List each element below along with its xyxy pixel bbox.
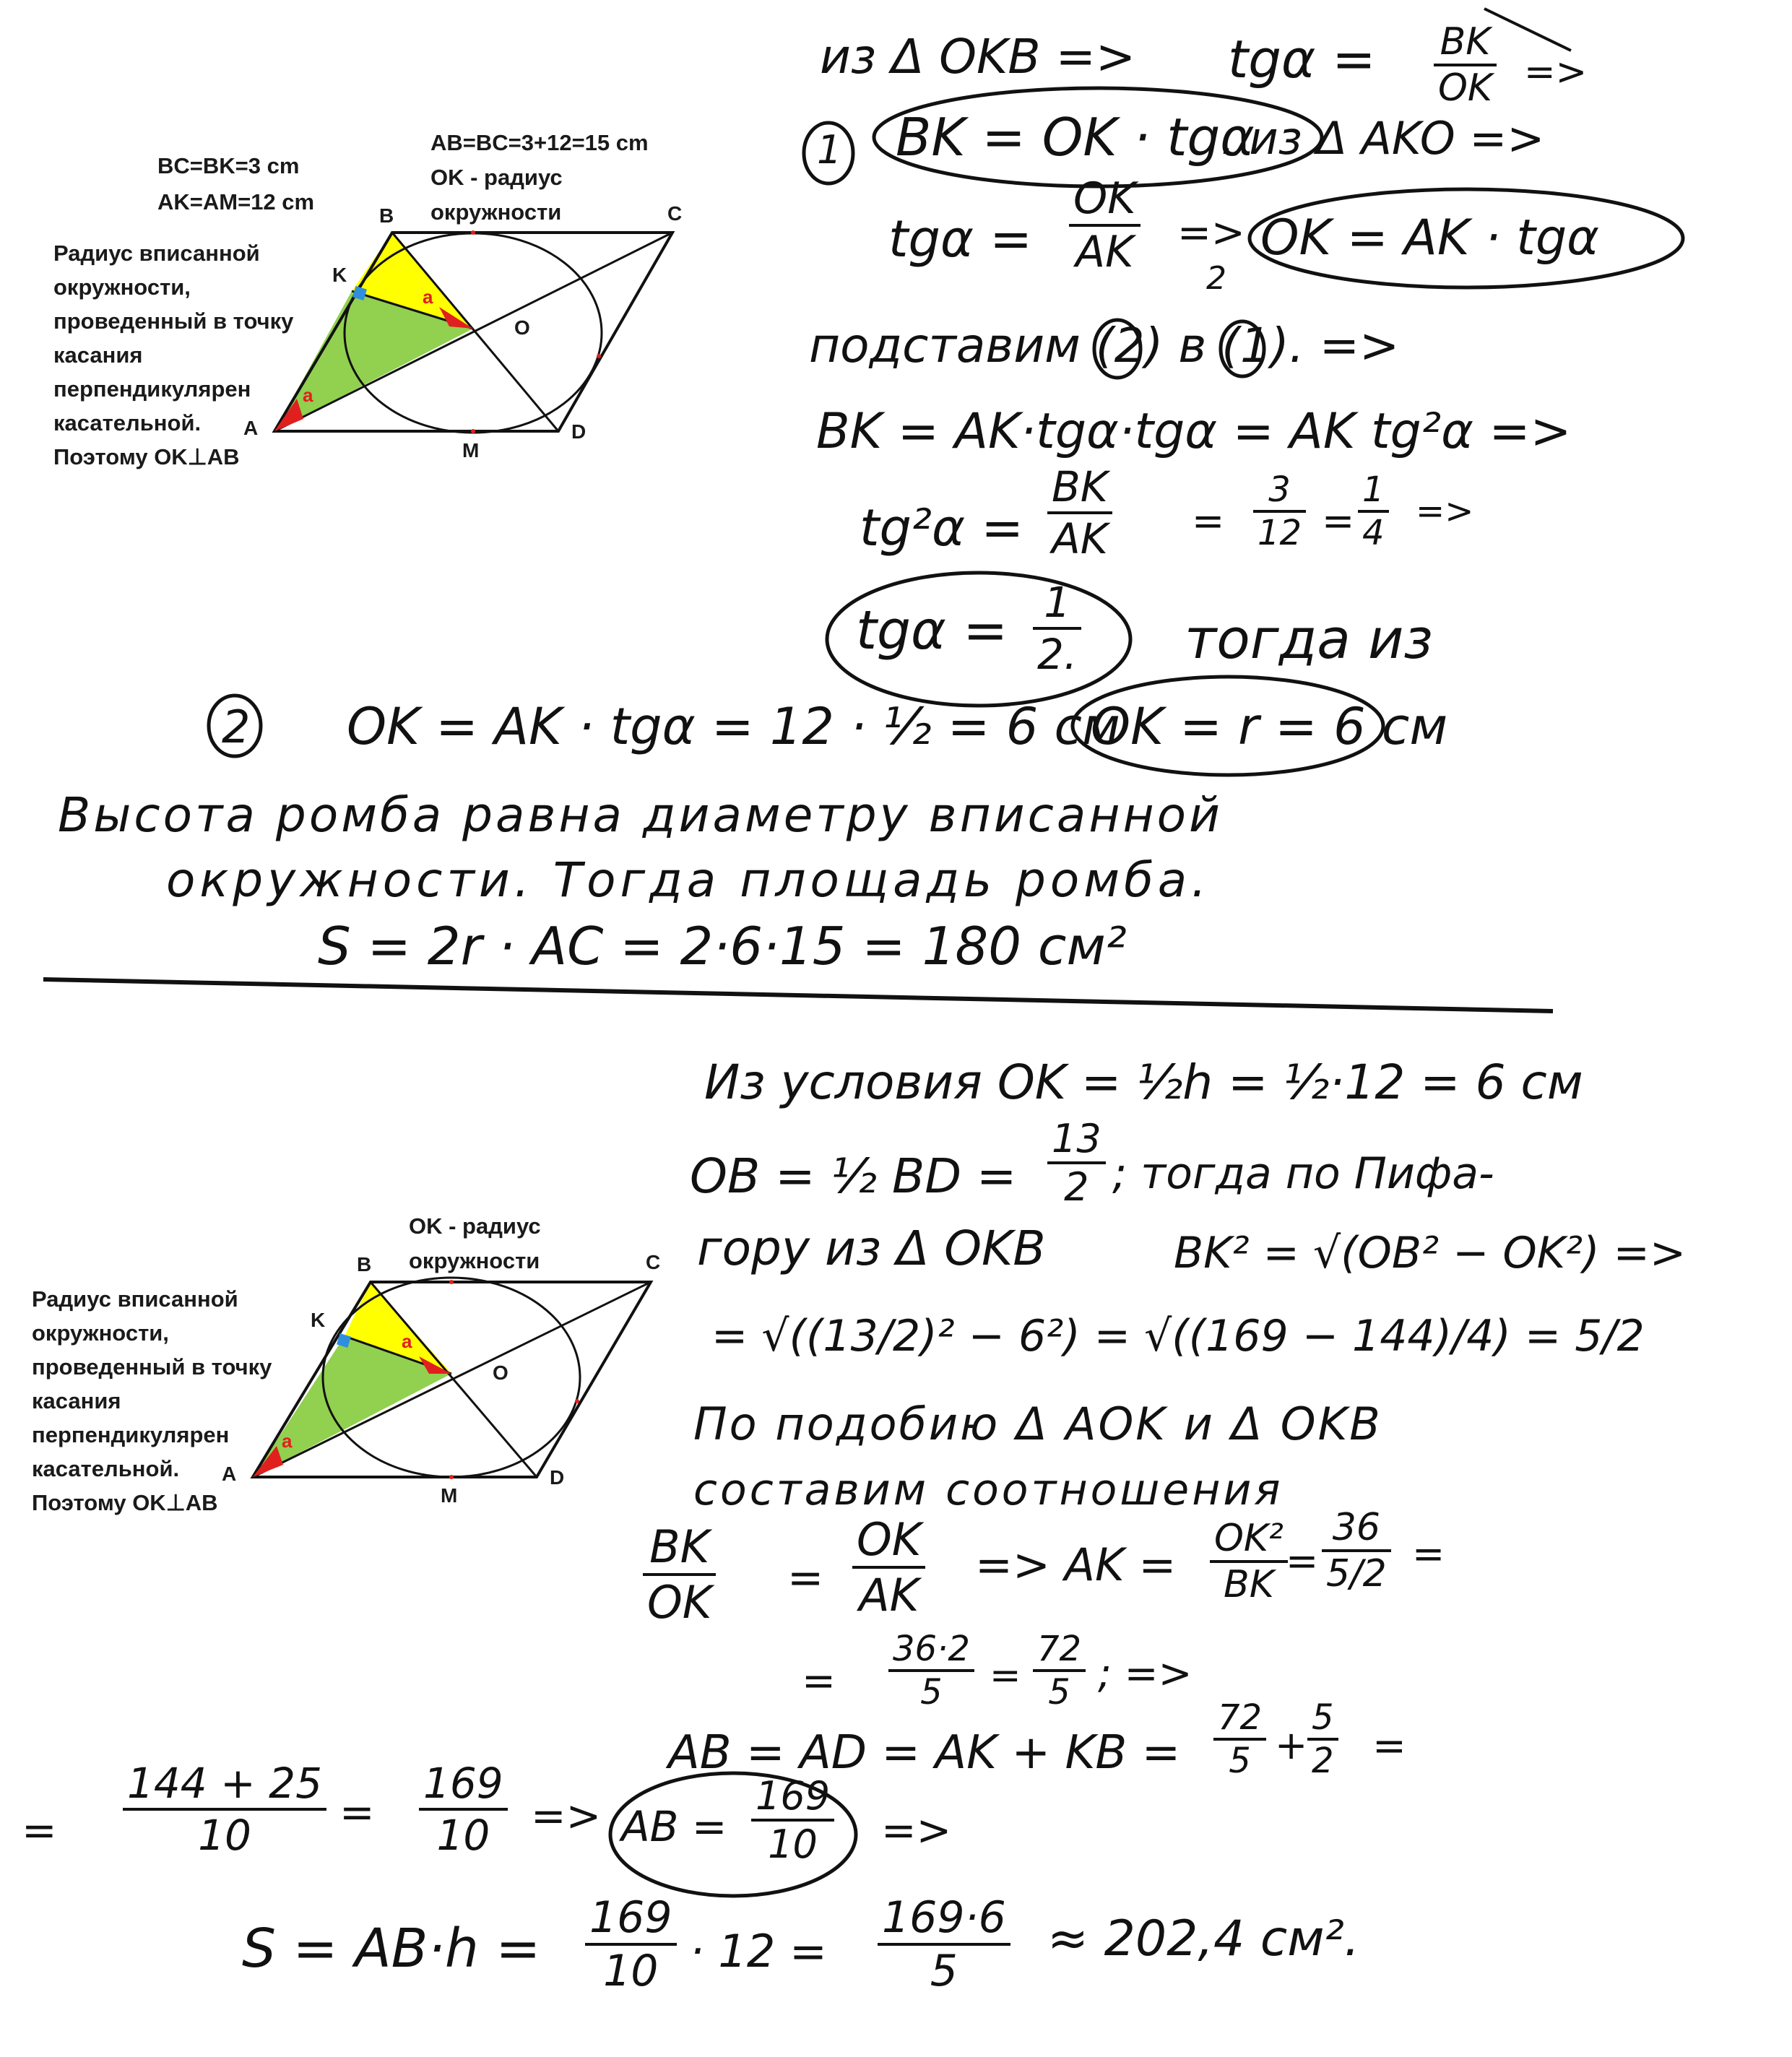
frac-num: BK xyxy=(1434,20,1497,66)
sol2-line10-frac2 xyxy=(419,1759,508,1860)
sol2-line3: гору из Δ OKB xyxy=(697,1221,1046,1276)
angle-label-a: a xyxy=(303,384,313,406)
ok-note-2: окружности xyxy=(409,1248,540,1273)
frac-num: 36·2 xyxy=(888,1629,974,1672)
sol2-line11-post: ≈ 202,4 см². xyxy=(1047,1910,1360,1967)
point-b-label: B xyxy=(379,204,394,227)
angle-label-a: a xyxy=(282,1430,293,1452)
sol1-line6-eq1: = xyxy=(1192,498,1225,544)
sol2-line10-arrow: => xyxy=(531,1791,602,1840)
sol2-line10-pre: = xyxy=(22,1806,57,1855)
radius-note-line: перпендикулярен xyxy=(53,376,251,402)
radius-note-line: окружности, xyxy=(53,274,191,300)
radius-note-line: проведенный в точку xyxy=(32,1354,272,1380)
sol2-line5: По подобию Δ AOK и Δ OKB xyxy=(693,1398,1382,1450)
frac-num: 72 xyxy=(1033,1629,1086,1672)
sol1-line9: Высота ромба равна диаметру вписанной xyxy=(58,787,1223,843)
frac-den: 5/2 xyxy=(1326,1552,1387,1595)
radius-note-line: касания xyxy=(53,342,143,368)
point-o-label: O xyxy=(514,316,530,339)
sol2-line8-post: ; => xyxy=(1098,1650,1192,1697)
sol2-line11-mid: · 12 = xyxy=(690,1925,827,1978)
radius-note-line: касательной. xyxy=(32,1456,180,1481)
sol2-line7-eq2: = xyxy=(1286,1538,1319,1584)
sol2-line10-box: AB = xyxy=(621,1802,727,1851)
frac-den: BK xyxy=(1224,1563,1274,1606)
point-c-label: C xyxy=(667,202,683,225)
radius-note-line: касания xyxy=(32,1388,121,1413)
sol2-line7-arrow: => AK = xyxy=(975,1538,1177,1591)
sol1-line6-eq2: = xyxy=(1322,498,1355,544)
frac-den: OK xyxy=(1438,66,1493,110)
frac-den: 10 xyxy=(436,1811,490,1860)
sol2-line9: AB = AD = AK + KB = xyxy=(668,1726,1181,1780)
frac-den: 4 xyxy=(1362,513,1385,553)
sol1-line1-tg: tgα = xyxy=(1228,29,1376,90)
given-bc-bk: BC=BK=3 cm xyxy=(157,153,300,178)
radius-note-line: Поэтому OK⊥AB xyxy=(53,444,240,469)
frac-num: BK xyxy=(643,1520,716,1576)
frac-num: 3 xyxy=(1253,469,1306,513)
frac-den: 10 xyxy=(198,1811,251,1860)
frac-den: 5 xyxy=(920,1672,943,1712)
sol1-line3-box: OK = AK · tgα xyxy=(1260,209,1599,267)
sol2-line10-eq: = xyxy=(339,1788,375,1837)
sol2-line3-right: BK² = √(OB² − OK²) => xyxy=(1174,1228,1687,1278)
sol1-line2-box: BK = OK · tgα xyxy=(896,107,1255,168)
sol2-line7-eq: = xyxy=(787,1553,824,1603)
frac-den: 5 xyxy=(1229,1741,1251,1781)
sol2-line2-post: ; тогда по Пифа- xyxy=(1112,1148,1494,1199)
point-o-label: O xyxy=(493,1361,508,1384)
radius-note-line: перпендикулярен xyxy=(32,1422,230,1447)
ok-note-1: OK - радиус xyxy=(430,165,563,190)
point-d-label: D xyxy=(571,420,586,443)
frac-den: 2 xyxy=(1064,1164,1089,1210)
given-ak-am: AK=AM=12 cm xyxy=(157,189,315,215)
frac-num: OK xyxy=(852,1513,925,1569)
point-a-label: A xyxy=(222,1463,237,1485)
point-a-label: A xyxy=(243,417,259,439)
frac-num: 169 xyxy=(419,1759,508,1811)
frac-num: 36 xyxy=(1322,1506,1391,1552)
sol1-line7-pre: tgα = xyxy=(856,599,1008,662)
sol2-line2-mid: ½ BD = xyxy=(831,1148,1017,1204)
frac-num: BK xyxy=(1047,462,1112,514)
sol1-line1-post: => xyxy=(1524,51,1588,94)
frac-num: 72 xyxy=(1213,1697,1266,1741)
frac-num: OK xyxy=(1069,173,1140,227)
sol2-line8-pre: = xyxy=(802,1658,836,1705)
sol1-line5: BK = AK·tgα·tgα = AK tg²α => xyxy=(816,403,1572,460)
sol2-line4: = √((13/2)² − 6²) = √((169 − 144)/4) = 5/2 xyxy=(711,1311,1645,1361)
frac-num: 1 xyxy=(1033,578,1081,630)
sol1-line3-idx: 2 xyxy=(1206,260,1226,297)
radius-note-line: Радиус вписанной xyxy=(32,1286,238,1312)
frac-num: 169 xyxy=(585,1892,677,1946)
sol1-line6-post: => xyxy=(1416,491,1474,532)
frac-den: AK xyxy=(1052,514,1108,563)
frac-num: 144 + 25 xyxy=(123,1759,326,1811)
frac-den: 12 xyxy=(1258,513,1302,553)
frac-num: 169·6 xyxy=(878,1892,1010,1946)
sol1-line3-tg: tgα = xyxy=(888,209,1032,269)
sol2-line11-pre: S = AB·h = xyxy=(242,1918,541,1980)
point-c-label: C xyxy=(646,1251,661,1273)
angle-label-o: a xyxy=(423,286,433,308)
frac-den: 10 xyxy=(768,1822,818,1867)
point-d-label: D xyxy=(550,1466,565,1489)
sol2-line11-frac2 xyxy=(878,1892,1010,1996)
sol2-line7-end: = xyxy=(1412,1531,1445,1577)
sol2-line1: Из условия OK = ½h = ½·12 = 6 см xyxy=(704,1055,1583,1110)
radius-note-line: Радиус вписанной xyxy=(53,241,260,266)
frac-den: 2 xyxy=(1312,1741,1334,1781)
sol2-line6: составим соотношения xyxy=(693,1465,1284,1515)
sol1-line11: S = 2r · AC = 2·6·15 = 180 см² xyxy=(318,916,1127,976)
angle-label-o: a xyxy=(402,1330,412,1352)
sol2-line9-plus: + xyxy=(1275,1723,1308,1768)
radius-note-line: окружности, xyxy=(32,1320,169,1346)
sol1-line2-index: 1 xyxy=(817,127,842,173)
sol1-line8: OK = AK · tgα = 12 · ½ = 6 см xyxy=(347,697,1120,756)
radius-note-line: Поэтому OK⊥AB xyxy=(32,1490,218,1515)
sol2-line2-pre: OB = xyxy=(690,1148,815,1204)
sol1-line3-arrow: => xyxy=(1177,209,1245,256)
sol1-line1-pre: из Δ OKB => xyxy=(820,29,1136,85)
frac-den: 10 xyxy=(603,1946,659,1996)
frac-num: 13 xyxy=(1047,1116,1106,1164)
frac-den: 2. xyxy=(1037,630,1078,679)
sol2-line10-boxfrac xyxy=(751,1773,834,1867)
sol1-line2-post: . из Δ AKO => xyxy=(1221,112,1545,165)
sol1-line8-idx: 2 xyxy=(222,701,251,753)
sol1-line4: подставим (2) в (1). => xyxy=(809,318,1400,373)
point-m-label: M xyxy=(441,1484,458,1507)
given-sides: AB=BC=3+12=15 cm xyxy=(430,130,649,155)
sol2-line9-end: = xyxy=(1372,1723,1406,1770)
frac-den: 5 xyxy=(930,1946,958,1996)
frac-num: 5 xyxy=(1307,1697,1338,1741)
sol2-line11-frac1 xyxy=(585,1892,677,1996)
radius-note-line: проведенный в точку xyxy=(53,308,294,334)
point-m-label: M xyxy=(462,439,480,462)
frac-num: OK² xyxy=(1210,1517,1288,1563)
radius-note-line: касательной. xyxy=(53,410,202,436)
sol2-line10-post: => xyxy=(881,1806,952,1855)
point-k-label: K xyxy=(311,1309,326,1331)
frac-den: AK xyxy=(1075,227,1134,277)
ok-note-2: окружности xyxy=(430,199,562,225)
sol1-line7-post: тогда из xyxy=(1185,607,1433,671)
point-k-label: K xyxy=(332,264,347,286)
sol2-line8-eq: = xyxy=(990,1654,1021,1697)
frac-num: 169 xyxy=(751,1773,834,1822)
sol1-line6-pre: tg²α = xyxy=(860,498,1023,558)
sol2-line10-frac1 xyxy=(123,1759,326,1860)
point-b-label: B xyxy=(357,1253,372,1276)
frac-den: OK xyxy=(647,1576,712,1629)
frac-den: AK xyxy=(859,1569,919,1621)
frac-den: 5 xyxy=(1048,1672,1070,1712)
sol1-line8-box: OK = r = 6 см xyxy=(1091,697,1448,756)
sol1-line10: окружности. Тогда площадь ромба. xyxy=(166,852,1211,908)
frac-num: 1 xyxy=(1358,469,1389,513)
ok-note-1: OK - радиус xyxy=(409,1213,541,1239)
